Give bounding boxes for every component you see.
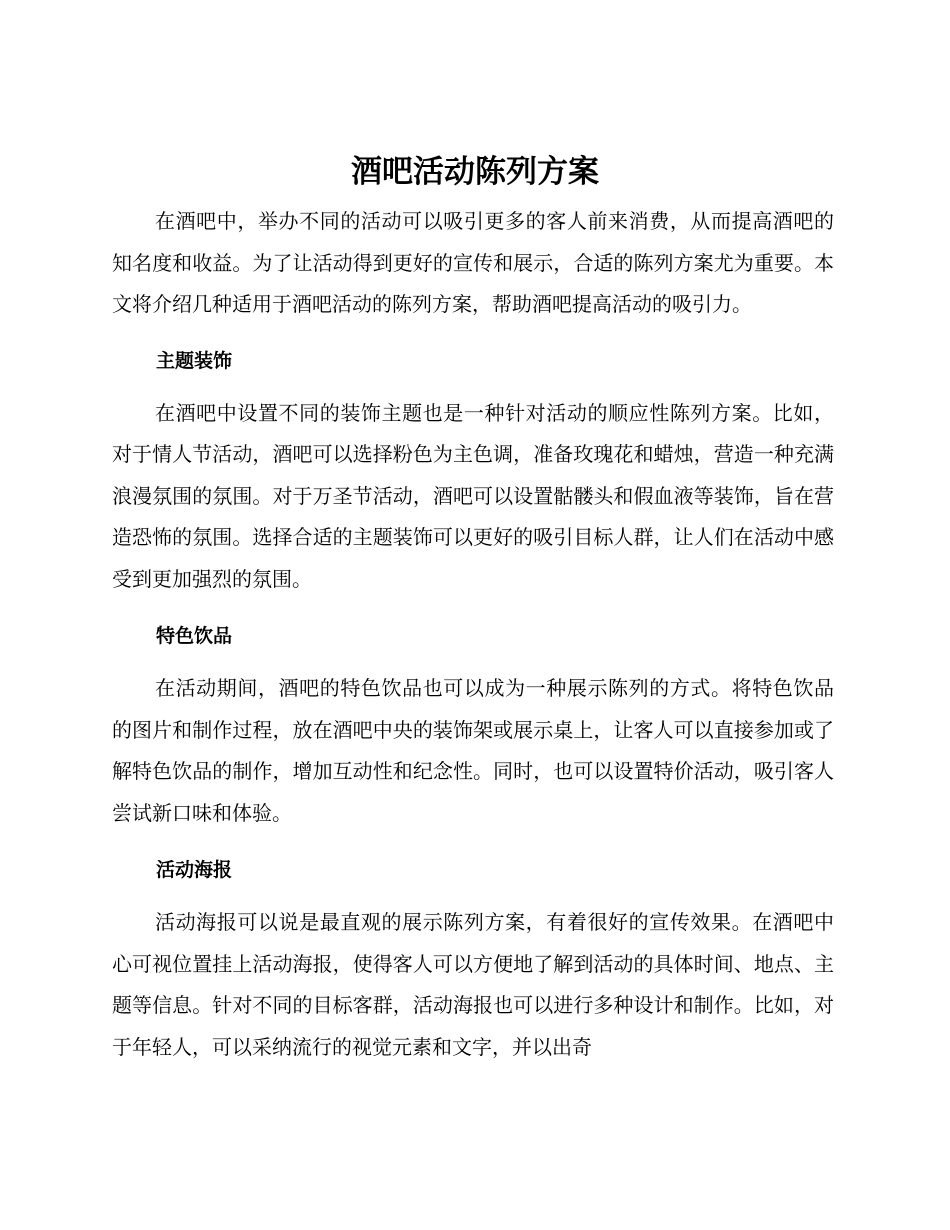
document-body [112,201,834,1068]
section-paragraph-signature-drinks: 在活动期间，酒吧的特色饮品也可以成为一种展示陈列的方式。将特色饮品的图片和制作过程，放在酒吧中央的装饰架或展示桌上，让客人可以直接参加或了解特色饮品的制作，增加互动性和纪念性。同时，也可以设置特价活动，吸引客人尝试新口味和体验。 [112,676,834,825]
section-paragraph-theme-decoration: 在酒吧中设置不同的装饰主题也是一种针对活动的顺应性陈列方案。比如，对于情人节活动，酒吧可以选择粉色为主色调，准备玫瑰花和蜡烛，营造一种充满浪漫氛围的氛围。对于万圣节活动，酒吧可以设置骷髅头和假血液等装饰，旨在营造恐怖的氛围。选择合适的主题装饰可以更好的吸引目标人群，让人们在活动中感受到更加强烈的氛围。 [112,400,834,591]
section-heading-event-posters: 活动海报 [156,859,233,881]
section-paragraph-event-posters: 活动海报可以说是最直观的展示陈列方案，有着很好的宣传效果。在酒吧中心可视位置挂上活动海报，使得客人可以方便地了解到活动的具体时间、地点、主题等信息。针对不同的目标客群，活动海报也可以进行多种设计和制作。比如，对于年轻人，可以采纳流行的视觉元素和文字，并以出奇 [112,910,834,1059]
section-heading-signature-drinks: 特色饮品 [156,625,233,647]
section-heading-theme-decoration: 主题装饰 [156,349,233,372]
intro-paragraph: 在酒吧中，举办不同的活动可以吸引更多的客人前来消费，从而提高酒吧的知名度和收益。为了让活动得到更好的宣传和展示，合适的陈列方案尤为重要。本文将介绍几种适用于酒吧活动的陈列方案，帮助酒吧提高活动的吸引力。 [112,209,834,316]
document-title: 酒吧活动陈列方案 [351,154,599,190]
